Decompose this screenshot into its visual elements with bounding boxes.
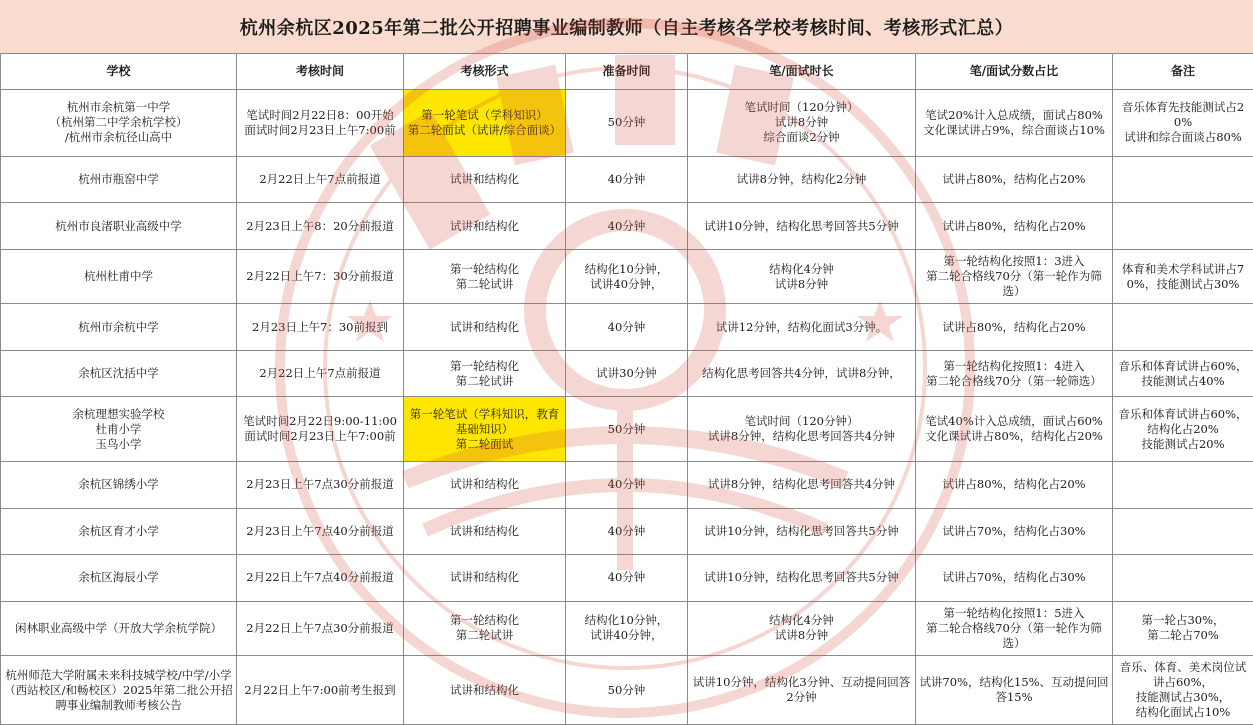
header-note: 备注: [1113, 54, 1253, 90]
form-cell-text: 试讲和结构化: [450, 172, 519, 187]
prep-cell: [566, 203, 688, 250]
prep-cell-text: 40分钟: [607, 570, 646, 585]
duration-cell-text: 试讲10分钟，结构化思考回答共5分钟: [704, 523, 899, 538]
form-cell-text: 第一轮结构化 第二轮试讲: [450, 261, 519, 291]
form-cell-text: 试讲和结构化: [450, 570, 519, 585]
time-cell-text: 2月23日上午8：20分前报道: [246, 218, 394, 233]
time-cell-text: 笔试时间2月22日9:00-11:00 面试时间2月23日上午7:00前: [243, 414, 397, 444]
duration-cell: [688, 462, 916, 509]
table-row: [1, 249, 1253, 304]
time-cell: [237, 397, 404, 462]
time-cell: [237, 304, 404, 351]
school-cell: [1, 90, 237, 157]
time-cell: [237, 350, 404, 397]
ratio-cell-text: 试讲占80%，结构化占20%: [942, 218, 1086, 233]
school-cell-text: 杭州杜甫中学: [84, 269, 153, 284]
header-duration: 笔/面试时长: [688, 54, 916, 90]
form-cell: [404, 397, 566, 462]
time-cell-text: 2月22日上午7点40分前报道: [246, 570, 394, 585]
ratio-cell-text: 笔试20%计入总成绩，面试占80% 文化课试讲占9%，综合面谈占10%: [923, 107, 1105, 137]
form-cell: [404, 462, 566, 509]
time-cell: [237, 508, 404, 555]
time-cell-text: 2月22日上午7：30分前报道: [246, 269, 394, 284]
form-cell: [404, 508, 566, 555]
duration-cell-text: 试讲10分钟，结构化思考回答共5分钟: [704, 218, 899, 233]
header-school: 学校: [1, 54, 237, 90]
school-cell-text: 杭州市良渚职业高级中学: [55, 218, 182, 233]
ratio-cell: [916, 156, 1113, 203]
duration-cell-text: 试讲8分钟，结构化2分钟: [736, 172, 867, 187]
form-cell-text: 第一轮结构化 第二轮试讲: [450, 358, 519, 388]
prep-cell: [566, 508, 688, 555]
duration-cell-text: 笔试时间（120分钟） 试讲8分钟，结构化思考回答共4分钟: [707, 414, 896, 444]
note-cell: [1113, 304, 1253, 351]
ratio-cell: [916, 601, 1113, 656]
prep-cell-text: 40分钟: [607, 523, 646, 538]
duration-cell-text: 试讲8分钟，结构化思考回答共4分钟: [707, 477, 896, 492]
ratio-cell: [916, 350, 1113, 397]
form-cell: [404, 555, 566, 602]
ratio-cell-text: 试讲占80%，结构化占20%: [942, 172, 1086, 187]
school-cell: [1, 350, 237, 397]
ratio-cell: [916, 203, 1113, 250]
duration-cell: [688, 304, 916, 351]
note-cell: [1113, 555, 1253, 602]
note-cell: [1113, 249, 1253, 304]
table-row: [1, 508, 1253, 555]
time-cell-text: 2月23日上午7点40分前报道: [246, 523, 394, 538]
note-cell-text: 音乐和体育试讲占60%， 结构化占20% 技能测试占20%: [1118, 406, 1248, 451]
prep-cell: [566, 304, 688, 351]
prep-cell-text: 50分钟: [607, 115, 646, 130]
page-title: 杭州余杭区2025年第二批公开招聘事业编制教师（自主考核各学校考核时间、考核形式汇总）: [0, 0, 1253, 54]
form-cell: [404, 249, 566, 304]
table-row: [1, 156, 1253, 203]
form-cell: [404, 156, 566, 203]
header-ratio: 笔/面试分数占比: [916, 54, 1113, 90]
time-cell: [237, 203, 404, 250]
table-header-row: [1, 54, 1253, 90]
schedule-table: [0, 53, 1253, 725]
prep-cell: [566, 350, 688, 397]
school-cell: [1, 203, 237, 250]
note-cell-text: 音乐、体育、美术岗位试讲占60%， 技能测试占30%， 结构化面试占10%: [1119, 660, 1247, 719]
duration-cell: [688, 90, 916, 157]
note-cell-text: 音乐和体育试讲占60%， 技能测试占40%: [1118, 358, 1248, 388]
school-cell-text: 余杭区海辰小学: [78, 570, 159, 585]
ratio-cell-text: 试讲70%，结构化15%、互动提问回答15%: [919, 675, 1109, 705]
time-cell: [237, 656, 404, 725]
duration-cell-text: 试讲10分钟，结构化思考回答共5分钟: [704, 570, 899, 585]
duration-cell: [688, 397, 916, 462]
school-cell-text: 余杭理想实验学校 杜甫小学 玉鸟小学: [72, 406, 165, 451]
form-cell: [404, 601, 566, 656]
ratio-cell-text: 笔试40%计入总成绩，面试占60% 文化课试讲占80%，结构化占20%: [925, 414, 1103, 444]
duration-cell-text: 笔试时间（120分钟） 试讲8分钟 综合面谈2分钟: [744, 100, 859, 145]
school-cell: [1, 304, 237, 351]
school-cell: [1, 462, 237, 509]
prep-cell: [566, 90, 688, 157]
time-cell: [237, 156, 404, 203]
duration-cell: [688, 555, 916, 602]
form-cell: [404, 304, 566, 351]
ratio-cell: [916, 249, 1113, 304]
time-cell-text: 2月22日上午7点前报道: [259, 366, 381, 381]
school-cell-text: 闲林职业高级中学（开放大学余杭学院）: [15, 620, 222, 635]
form-cell: [404, 203, 566, 250]
prep-cell-text: 40分钟: [607, 172, 646, 187]
time-cell-text: 2月23日上午7点30分前报道: [246, 477, 394, 492]
header-time: 考核时间: [237, 54, 404, 90]
form-cell-text: 第一轮笔试（学科知识） 第二轮面试（试讲/综合面谈）: [407, 107, 562, 137]
ratio-cell-text: 试讲占70%，结构化占30%: [942, 570, 1086, 585]
table-row: [1, 397, 1253, 462]
school-cell: [1, 249, 237, 304]
ratio-cell-text: 第一轮结构化按照1：4进入 第二轮合格线70分（第一轮筛选）: [926, 358, 1102, 388]
note-cell-text: 第一轮占30%， 第二轮占70%: [1141, 613, 1225, 643]
school-cell: [1, 508, 237, 555]
prep-cell: [566, 462, 688, 509]
table-row: [1, 462, 1253, 509]
prep-cell-text: 50分钟: [607, 421, 646, 436]
ratio-cell: [916, 555, 1113, 602]
duration-cell-text: 结构化4分钟 试讲8分钟: [769, 613, 834, 643]
ratio-cell: [916, 90, 1113, 157]
note-cell: [1113, 203, 1253, 250]
time-cell: [237, 555, 404, 602]
duration-cell: [688, 656, 916, 725]
prep-cell-text: 试讲30分钟: [596, 366, 657, 381]
prep-cell: [566, 555, 688, 602]
ratio-cell: [916, 397, 1113, 462]
time-cell-text: 2月22日上午7点30分前报道: [246, 620, 394, 635]
ratio-cell-text: 第一轮结构化按照1：3进入 第二轮合格线70分（第一轮作为筛选）: [926, 254, 1102, 298]
time-cell-text: 2月22日上午7点前报道: [259, 172, 381, 187]
ratio-cell: [916, 656, 1113, 725]
school-cell-text: 杭州市余杭中学: [78, 319, 159, 334]
note-cell: [1113, 508, 1253, 555]
school-cell-text: 余杭区沈括中学: [78, 366, 159, 381]
school-cell: [1, 656, 237, 725]
prep-cell-text: 40分钟: [607, 477, 646, 492]
form-cell-text: 试讲和结构化: [450, 319, 519, 334]
duration-cell-text: 结构化思考回答共4分钟，试讲8分钟，: [702, 366, 901, 381]
duration-cell: [688, 350, 916, 397]
form-cell-text: 试讲和结构化: [450, 523, 519, 538]
note-cell: [1113, 656, 1253, 725]
form-cell-text: 试讲和结构化: [450, 218, 519, 233]
prep-cell: [566, 156, 688, 203]
duration-cell-text: 结构化4分钟 试讲8分钟: [769, 261, 834, 291]
prep-cell: [566, 656, 688, 725]
time-cell: [237, 249, 404, 304]
school-cell-text: 余杭区育才小学: [78, 523, 159, 538]
form-cell-text: 第一轮笔试（学科知识，教育基础知识） 第二轮面试: [409, 406, 560, 451]
prep-cell-text: 结构化10分钟， 试讲40分钟，: [584, 613, 669, 643]
form-cell: [404, 90, 566, 157]
note-cell-text: 体育和美术学科试讲占70%，技能测试占30%: [1121, 261, 1245, 291]
duration-cell: [688, 156, 916, 203]
form-cell-text: 试讲和结构化: [450, 477, 519, 492]
prep-cell-text: 40分钟: [607, 319, 646, 334]
ratio-cell-text: 试讲占70%，结构化占30%: [942, 523, 1086, 538]
prep-cell-text: 结构化10分钟， 试讲40分钟，: [584, 261, 669, 291]
form-cell: [404, 656, 566, 725]
note-cell: [1113, 462, 1253, 509]
duration-cell: [688, 508, 916, 555]
table-row: [1, 656, 1253, 725]
school-cell: [1, 601, 237, 656]
duration-cell-text: 试讲12分钟，结构化面试3分钟。: [715, 319, 888, 334]
form-cell: [404, 350, 566, 397]
duration-cell-text: 试讲10分钟，结构化3分钟、互动提问回答2分钟: [692, 675, 911, 705]
table-row: [1, 203, 1253, 250]
school-cell-text: 余杭区锦绣小学: [78, 477, 159, 492]
school-cell: [1, 397, 237, 462]
header-form: 考核形式: [404, 54, 566, 90]
ratio-cell: [916, 508, 1113, 555]
header-prep: 准备时间: [566, 54, 688, 90]
form-cell-text: 试讲和结构化: [450, 682, 519, 697]
prep-cell: [566, 601, 688, 656]
time-cell-text: 2月22日上午7:00前考生报到: [244, 682, 396, 697]
school-cell: [1, 156, 237, 203]
time-cell: [237, 601, 404, 656]
form-cell-text: 第一轮结构化 第二轮试讲: [450, 613, 519, 643]
time-cell-text: 2月23日上午7：30前报到: [252, 319, 388, 334]
school-cell-text: 杭州市瓶窑中学: [78, 172, 159, 187]
table-row: [1, 304, 1253, 351]
school-cell: [1, 555, 237, 602]
note-cell: [1113, 601, 1253, 656]
duration-cell: [688, 249, 916, 304]
table-row: [1, 90, 1253, 157]
prep-cell: [566, 249, 688, 304]
time-cell: [237, 462, 404, 509]
ratio-cell: [916, 304, 1113, 351]
ratio-cell: [916, 462, 1113, 509]
table-row: [1, 350, 1253, 397]
duration-cell: [688, 203, 916, 250]
note-cell: [1113, 156, 1253, 203]
school-cell-text: 杭州市余杭第一中学 （杭州第二中学余杭学校） /杭州市余杭径山高中: [49, 100, 188, 145]
ratio-cell-text: 第一轮结构化按照1：5进入 第二轮合格线70分（第一轮作为筛选）: [926, 605, 1102, 650]
ratio-cell-text: 试讲占80%，结构化占20%: [942, 319, 1086, 334]
note-cell-text: 音乐体育先技能测试占20% 试讲和综合面谈占80%: [1121, 100, 1245, 145]
note-cell: [1113, 397, 1253, 462]
ratio-cell-text: 试讲占80%，结构化占20%: [942, 477, 1086, 492]
table-row: [1, 601, 1253, 656]
time-cell: [237, 90, 404, 157]
note-cell: [1113, 90, 1253, 157]
prep-cell-text: 40分钟: [607, 218, 646, 233]
school-cell-text: 杭州师范大学附属未来科技城学校/中学/小学（西站校区/和畅校区）2025年第二批公开招聘事业编制教师考核公告: [4, 667, 233, 712]
duration-cell: [688, 601, 916, 656]
prep-cell-text: 50分钟: [607, 682, 646, 697]
note-cell: [1113, 350, 1253, 397]
table-row: [1, 555, 1253, 602]
prep-cell: [566, 397, 688, 462]
time-cell-text: 笔试时间2月22日8：00开始 面试时间2月23日上午7:00前: [244, 107, 396, 137]
